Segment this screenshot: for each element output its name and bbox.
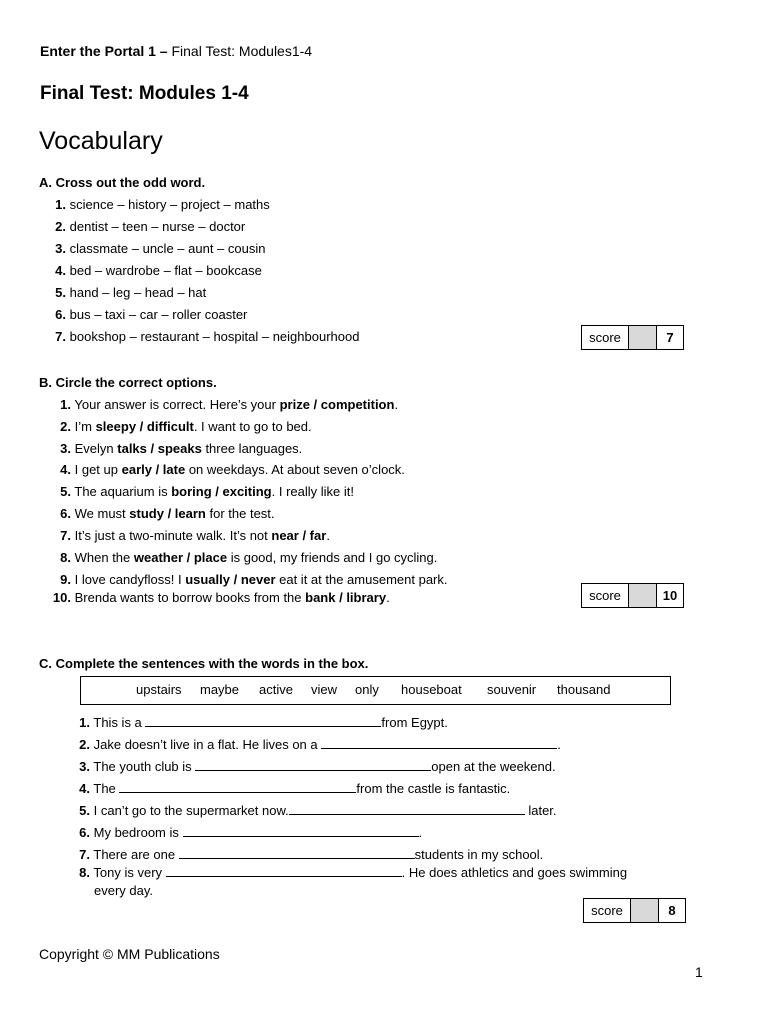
score-box-b [581, 583, 684, 608]
list-item [64, 803, 557, 818]
section-b-title: B. Circle the correct options. [39, 375, 217, 390]
item-text: When the [74, 550, 134, 565]
header-subtitle: Final Test: Modules1-4 [171, 43, 313, 59]
answer-blank[interactable] [321, 737, 557, 749]
list-item [64, 781, 510, 796]
item-number: 8. [60, 550, 71, 565]
item-number: 7. [55, 329, 66, 344]
item-text: three languages. [201, 441, 303, 456]
item-text: We must [74, 506, 130, 521]
item-text: classmate – uncle – aunt – cousin [69, 241, 266, 256]
list-item [40, 419, 312, 434]
list-item [40, 263, 262, 278]
list-item [40, 550, 437, 565]
answer-blank[interactable] [145, 715, 381, 727]
item-text: I’m [74, 419, 96, 434]
item-text: Tony is very [93, 865, 166, 880]
score-label: score [582, 326, 629, 349]
section-c-title: C. Complete the sentences with the words in the box. [39, 656, 369, 671]
list-item [64, 759, 556, 774]
word: upstairs [136, 682, 182, 697]
list-item [40, 197, 270, 212]
item-text: . [394, 397, 399, 412]
list-item [40, 590, 390, 605]
item-text: Brenda wants to borrow books from the [74, 590, 306, 605]
answer-blank[interactable] [183, 825, 419, 837]
section-heading: Vocabulary [39, 127, 163, 155]
word: thousand [557, 682, 611, 697]
item-number: 2. [60, 419, 71, 434]
answer-blank[interactable] [179, 847, 415, 859]
item-text: bus – taxi – car – roller coaster [69, 307, 248, 322]
word: souvenir [487, 682, 537, 697]
score-label: score [584, 899, 631, 922]
options[interactable]: sleepy / difficult [95, 419, 194, 434]
item-text: Evelyn [74, 441, 118, 456]
options[interactable]: bank / library [305, 590, 387, 605]
word: active [259, 682, 293, 697]
copyright: Copyright © MM Publications [39, 946, 220, 962]
item-text: is good, my friends and I go cycling. [227, 550, 438, 565]
item-text: It’s just a two-minute walk. It’s not [74, 528, 272, 543]
item-text: students in my school. [414, 847, 544, 862]
item-number: 2. [55, 219, 66, 234]
item-text: hand – leg – head – hat [69, 285, 207, 300]
item-number: 4. [79, 781, 90, 796]
score-box-c [583, 898, 686, 923]
list-item [40, 506, 275, 521]
item-text: bookshop – restaurant – hospital – neighbourhood [69, 329, 360, 344]
item-text: I can’t go to the supermarket now. [93, 803, 289, 818]
options[interactable]: usually / never [185, 572, 276, 587]
options[interactable]: study / learn [129, 506, 206, 521]
page-header [40, 43, 312, 59]
list-item [40, 462, 405, 477]
score-input-cell[interactable] [629, 326, 657, 349]
item-text: Your answer is correct. Here’s your [74, 397, 280, 412]
item-text: dentist – teen – nurse – doctor [69, 219, 246, 234]
item-number: 3. [60, 441, 71, 456]
item-text: science – history – project – maths [69, 197, 270, 212]
item-number: 3. [55, 241, 66, 256]
options[interactable]: early / late [121, 462, 186, 477]
item-number: 5. [60, 484, 71, 499]
word: view [311, 682, 338, 697]
item-number: 7. [79, 847, 90, 862]
list-item [64, 847, 543, 862]
list-item-continuation: every day. [94, 883, 154, 898]
item-text: . [326, 528, 330, 543]
item-number: 6. [55, 307, 66, 322]
item-number: 5. [55, 285, 66, 300]
item-text: There are one [93, 847, 179, 862]
page-number: 1 [695, 964, 703, 980]
item-text: . [557, 737, 561, 752]
item-text: . He does athletics and goes swimming [401, 865, 628, 880]
word-box [80, 676, 671, 705]
item-number: 8. [79, 865, 90, 880]
list-item [40, 329, 359, 344]
item-number: 6. [60, 506, 71, 521]
section-a-title: A. Cross out the odd word. [39, 175, 206, 190]
item-text: open at the weekend. [431, 759, 556, 774]
item-text: I love candyfloss! I [74, 572, 186, 587]
item-text: from Egypt. [381, 715, 448, 730]
header-brand: Enter the Portal 1 – [40, 43, 168, 59]
item-text: The [93, 781, 120, 796]
item-number: 10. [52, 590, 71, 605]
item-text: . I want to go to bed. [193, 419, 312, 434]
list-item [64, 737, 561, 752]
item-number: 4. [55, 263, 66, 278]
score-max: 7 [666, 330, 674, 345]
item-text: from the castle is fantastic. [356, 781, 511, 796]
item-number: 9. [60, 572, 71, 587]
list-item [64, 715, 448, 730]
item-number: 1. [60, 397, 71, 412]
score-label: score [582, 584, 629, 607]
item-number: 2. [79, 737, 90, 752]
word: houseboat [401, 682, 462, 697]
options[interactable]: weather / place [133, 550, 228, 565]
item-text: The youth club is [93, 759, 196, 774]
list-item [40, 572, 448, 587]
list-item [40, 285, 206, 300]
item-text: Jake doesn’t live in a flat. He lives on a [93, 737, 322, 752]
list-item [64, 825, 422, 840]
item-text: This is a [93, 715, 146, 730]
item-text: My bedroom is [93, 825, 183, 840]
item-number: 1. [55, 197, 66, 212]
item-number: 4. [60, 462, 71, 477]
word: maybe [200, 682, 240, 697]
item-text: bed – wardrobe – flat – bookcase [69, 263, 262, 278]
item-number: 1. [79, 715, 90, 730]
list-item [40, 307, 247, 322]
item-number: 7. [60, 528, 71, 543]
score-box-a [581, 325, 684, 350]
word: only [355, 682, 379, 697]
options[interactable]: boring / exciting [171, 484, 272, 499]
item-text: eat it at the amusement park. [275, 572, 448, 587]
score-max: 10 [662, 588, 678, 603]
item-text: . I really like it! [271, 484, 354, 499]
score-max: 8 [668, 903, 676, 918]
answer-blank[interactable] [289, 803, 525, 815]
list-item [40, 484, 354, 499]
page-title: Final Test: Modules 1-4 [40, 83, 249, 104]
answer-blank[interactable] [195, 759, 431, 771]
item-text: . [386, 590, 390, 605]
list-item [40, 441, 302, 456]
item-number: 5. [79, 803, 90, 818]
list-item [64, 865, 627, 880]
options[interactable]: talks / speaks [117, 441, 202, 456]
item-text: on weekdays. At about seven o’clock. [185, 462, 405, 477]
item-text: later. [524, 803, 557, 818]
options[interactable]: near / far [271, 528, 327, 543]
item-text: . [418, 825, 423, 840]
list-item [40, 528, 330, 543]
list-item [40, 397, 398, 412]
item-text: The aquarium is [74, 484, 172, 499]
score-input-cell[interactable] [629, 584, 657, 607]
score-input-cell[interactable] [631, 899, 659, 922]
answer-blank[interactable] [119, 781, 356, 793]
item-text: I get up [74, 462, 122, 477]
options[interactable]: prize / competition [279, 397, 395, 412]
list-item [40, 219, 245, 234]
list-item [40, 241, 265, 256]
item-text: for the test. [205, 506, 275, 521]
answer-blank[interactable] [166, 865, 402, 877]
item-number: 3. [79, 759, 90, 774]
item-number: 6. [79, 825, 90, 840]
